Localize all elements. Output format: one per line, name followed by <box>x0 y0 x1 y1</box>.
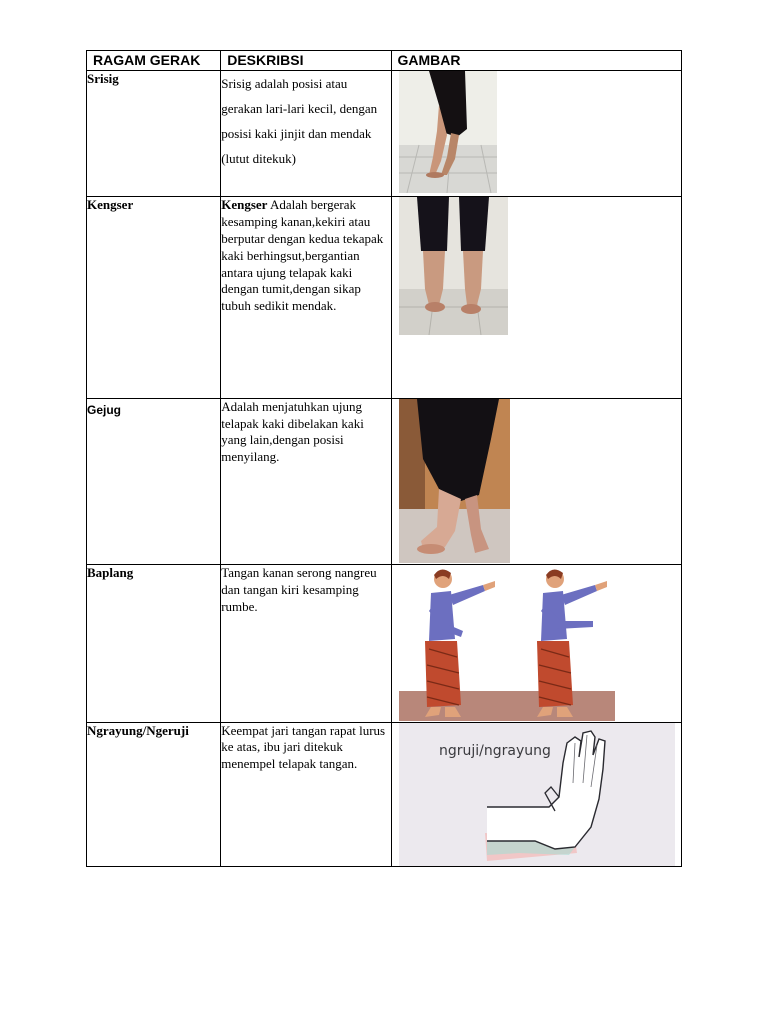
move-name: Kengser <box>87 197 221 398</box>
table-row <box>87 398 682 564</box>
illustration-hand <box>399 723 675 866</box>
header-deskribsi: DESKRIBSI <box>221 51 391 71</box>
move-description: Tangan kanan serong nangreu dan tangan kiri kesamping rumbe. <box>221 565 391 722</box>
move-description: Adalah menjatuhkan ujung telapak kaki dibelakan kaki yang lain,dengan posisi menyilang. <box>221 398 391 564</box>
move-image-cell <box>391 398 682 564</box>
dance-moves-table <box>86 50 682 867</box>
table-row <box>87 565 682 722</box>
move-name: Gejug <box>87 398 221 564</box>
photo-feet-tiptoe <box>399 71 497 193</box>
move-name: Srisig <box>87 71 221 197</box>
header-gambar: GAMBAR <box>391 51 682 71</box>
hand-illustration-caption: ngruji/ngrayung <box>438 742 551 759</box>
header-ragam-gerak: RAGAM GERAK <box>87 51 221 71</box>
move-description: Srisig adalah posisi atau gerakan lari-lari kecil, dengan posisi kaki jinjit dan mendak (lutut ditekuk) <box>221 71 391 197</box>
illustration-two-dancers <box>399 565 615 721</box>
photo-feet-apart <box>399 197 508 335</box>
move-image-cell <box>391 71 682 197</box>
move-image-cell <box>391 197 682 398</box>
move-description-text: Adalah bergerak kesamping kanan,kekiri atau berputar dengan kedua tekapak kaki berhingsut,bergantian antara ujung telapak kaki dengan tumit,dengan sikap tubuh sedikit mendak. <box>221 197 384 314</box>
move-image-cell <box>391 722 682 866</box>
table-row <box>87 197 682 398</box>
table-row <box>87 722 682 866</box>
move-image-cell <box>391 565 682 722</box>
move-name: Ngrayung/Ngeruji <box>87 722 221 866</box>
move-description-bold: Kengser <box>221 197 268 213</box>
table-header-row <box>87 51 682 71</box>
photo-feet-crossed <box>399 399 510 563</box>
table-row <box>87 71 682 197</box>
move-description <box>221 197 391 398</box>
move-description: Keempat jari tangan rapat lurus ke atas, ibu jari ditekuk menempel telapak tangan. <box>221 722 391 866</box>
move-name: Baplang <box>87 565 221 722</box>
